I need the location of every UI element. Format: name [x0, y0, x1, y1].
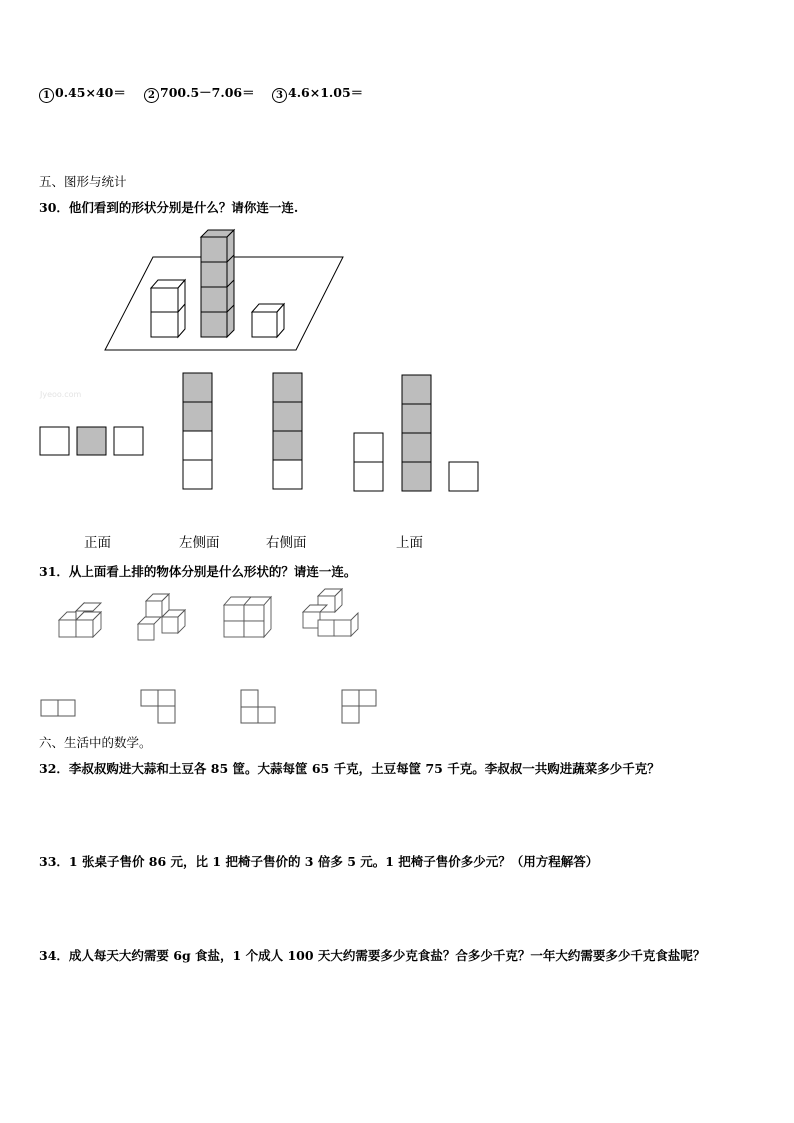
- top-view-option-2: [141, 690, 175, 723]
- view-label-front: 正面: [84, 535, 111, 551]
- calc-expression: 0.45×40＝: [55, 85, 126, 100]
- question-32: 32．李叔叔购进大蒜和土豆各 85 筐。大蒜每筐 65 千克，土豆每筐 75 千克。李叔叔一共购进蔬菜多少千克？: [39, 761, 660, 776]
- section-heading-5: 五、图形与统计: [39, 174, 127, 189]
- circled-number: 3: [272, 88, 287, 103]
- question-30: 30．他们看到的形状分别是什么？请你连一连.: [39, 200, 299, 215]
- view-label-left: 左侧面: [179, 535, 220, 551]
- top-view-option-1: [41, 700, 75, 716]
- circled-number: 1: [39, 88, 54, 103]
- view-option-3: [273, 373, 302, 489]
- top-view-option-3: [241, 690, 275, 723]
- view-option-4: [354, 375, 478, 491]
- question-31: 31．从上面看上排的物体分别是什么形状的？请连一连。: [39, 564, 357, 579]
- calc-expression: 700.5－7.06＝: [160, 85, 255, 100]
- question-33: 33．1 张桌子售价 86 元，比 1 把椅子售价的 3 倍多 5 元。1 把椅子售价多少元？（用方程解答）: [39, 854, 599, 869]
- solid-1: [59, 603, 101, 637]
- question-34: 34．成人每天大约需要 6g 食盐，1 个成人 100 天大约需要多少克食盐？合多少千克？一年大约需要多少千克食盐呢？: [39, 948, 706, 963]
- view-option-1: [40, 427, 143, 455]
- view-label-top: 上面: [396, 535, 423, 551]
- view-option-2: [183, 373, 212, 489]
- solid-3: [224, 597, 271, 637]
- section-heading-6: 六、生活中的数学。: [39, 735, 152, 750]
- solid-2: [138, 594, 185, 640]
- circled-number: 2: [144, 88, 159, 103]
- watermark: Jyeoo.com: [40, 390, 82, 399]
- calc-expression: 4.6×1.05＝: [288, 85, 364, 100]
- top-view-option-4: [342, 690, 376, 723]
- view-label-right: 右侧面: [266, 535, 307, 551]
- solid-4: [303, 589, 358, 636]
